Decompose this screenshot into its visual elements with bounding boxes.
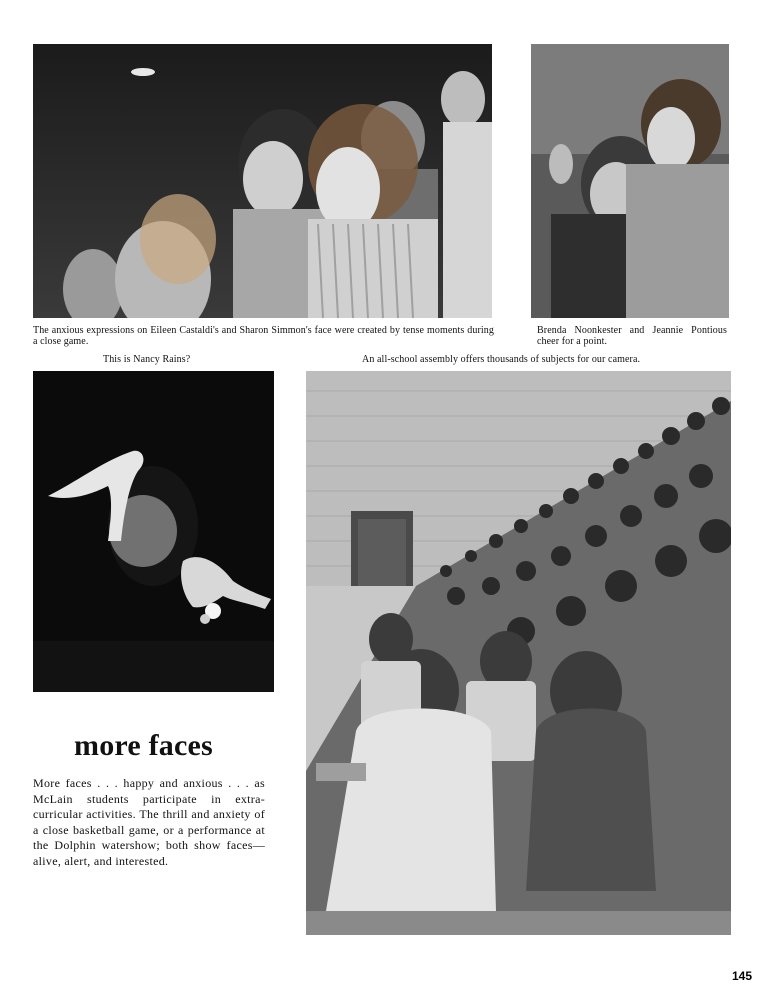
photo-game-crowd-image xyxy=(33,44,492,318)
photo-cheer xyxy=(531,44,729,318)
photo-nancy-image xyxy=(33,371,274,692)
article-body: More faces . . . happy and anxious . . . as McLain students participate in extra-curricular activities. The thrill and anxiety of a close basketball game, or a performance at the Dolphin watershow; both show faces—alive, alert, and interested. xyxy=(33,776,265,868)
caption-cheer: Brenda Noonkester and Jeannie Pontious cheer for a point. xyxy=(537,325,727,347)
photo-cheer-image xyxy=(531,44,729,318)
photo-assembly xyxy=(306,371,731,935)
photo-nancy xyxy=(33,371,274,692)
photo-game-crowd xyxy=(33,44,492,318)
page-number: 145 xyxy=(732,969,753,983)
photo-assembly-image xyxy=(306,371,731,935)
caption-nancy: This is Nancy Rains? xyxy=(103,354,191,365)
article-heading: more faces xyxy=(74,729,213,762)
caption-game-crowd: The anxious expressions on Eileen Castaldi's and Sharon Simmon's face were created by tense moments during a close game. xyxy=(33,325,494,347)
caption-assembly: An all-school assembly offers thousands of subjects for our camera. xyxy=(362,354,641,365)
